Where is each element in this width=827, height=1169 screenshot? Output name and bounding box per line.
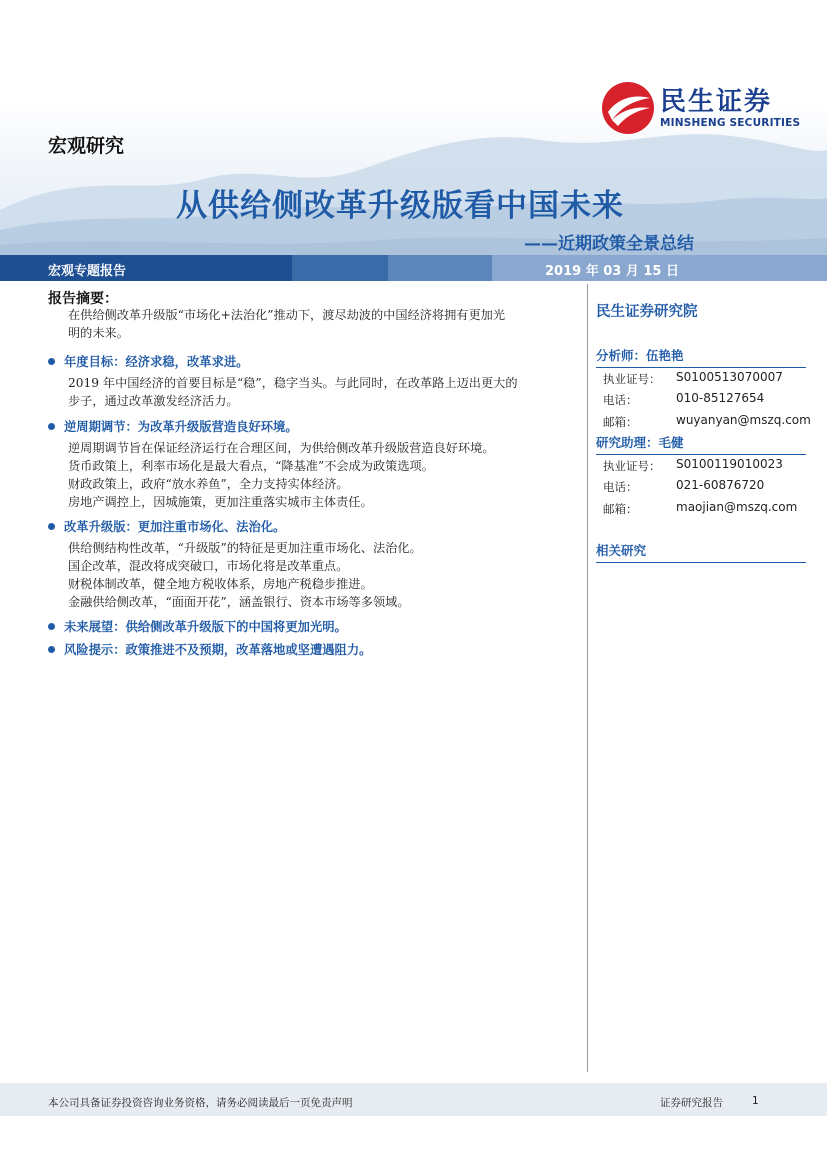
assistant-email-label: 邮箱：	[603, 502, 638, 516]
body-line: 房地产调控上，因城施策，更加注重落实城市主体责任。	[68, 495, 373, 509]
summary-intro-line: 明的未来。	[68, 326, 129, 340]
bullet-risk	[48, 640, 371, 658]
body-line: 金融供给侧改革，“面面开花”，涵盖银行、资本市场等多领域。	[68, 595, 410, 609]
bullet-dot-icon	[48, 423, 55, 430]
analyst-license-value: S0100513070007	[676, 370, 783, 384]
assistant-license-label: 执业证号：	[603, 459, 661, 473]
bullet-title: 逆周期调节：为改革升级版营造良好环境。	[64, 419, 298, 434]
body-line: 逆周期调节旨在保证经济运行在合理区间，为供给侧改革升级版营造良好环境。	[68, 441, 495, 455]
page-number: 1	[752, 1095, 759, 1107]
related-research-heading: 相关研究	[596, 541, 806, 563]
bullet-title: 未来展望：供给侧改革升级版下的中国将更加光明。	[64, 619, 347, 634]
assistant-heading: 研究助理：毛健	[596, 433, 806, 455]
body-line: 货币政策上，利率市场化是最大看点，“降基准”不会成为政策选项。	[68, 459, 434, 473]
bullet-body	[68, 539, 422, 611]
report-title: 从供给侧改革升级版看中国未来	[176, 188, 624, 224]
bullet-dot-icon	[48, 358, 55, 365]
bullet-title: 风险提示：政策推进不及预期，改革落地或坚遭遇阻力。	[64, 642, 372, 657]
sidebar-divider	[587, 284, 588, 1072]
bullet-outlook	[48, 617, 347, 635]
body-line: 国企改革，混改将成突破口，市场化将是改革重点。	[68, 559, 349, 573]
bullet-title: 改革升级版：更加注重市场化、法治化。	[64, 519, 286, 534]
bullet-dot-icon	[48, 646, 55, 653]
body-line: 2019 年中国经济的首要目标是“稳”，稳字当头。与此同时，在改革路上迈出更大的	[68, 376, 518, 390]
analyst-email-value[interactable]: wuyanyan@mszq.com	[676, 413, 811, 427]
logo-text-en: MINSHENG SECURITIES	[660, 117, 801, 129]
body-line: 财政政策上，政府“放水养鱼”，全力支持实体经济。	[68, 477, 349, 491]
bullet-title: 年度目标：经济求稳，改革求进。	[64, 354, 249, 369]
analyst-license-label: 执业证号：	[603, 372, 661, 386]
section-label: 宏观研究	[48, 135, 125, 157]
bullet-body	[68, 374, 518, 410]
report-date: 2019 年 03 月 15 日	[545, 264, 679, 279]
minsheng-logo-icon	[600, 80, 656, 136]
body-line: 步子，通过改革激发经济活力。	[68, 394, 239, 408]
bullet-reform-upgrade	[48, 517, 285, 535]
assistant-phone-label: 电话：	[603, 480, 638, 494]
logo-text-cn: 民生证券	[660, 87, 773, 117]
report-type: 宏观专题报告	[48, 264, 127, 279]
summary-heading: 报告摘要：	[48, 291, 118, 307]
institute-name: 民生证券研究院	[596, 303, 698, 320]
assistant-email-value[interactable]: maojian@mszq.com	[676, 500, 798, 514]
assistant-license-value: S0100119010023	[676, 457, 783, 471]
bullet-dot-icon	[48, 623, 55, 630]
analyst-email-label: 邮箱：	[603, 415, 638, 429]
bullet-countercyclical	[48, 417, 298, 435]
assistant-phone-value: 021-60876720	[676, 478, 765, 492]
bullet-body	[68, 439, 495, 511]
analyst-phone-value: 010-85127654	[676, 391, 765, 405]
footer-disclaimer: 本公司具备证券投资咨询业务资格，请务必阅读最后一页免责声明	[48, 1097, 353, 1109]
bullet-annual-target	[48, 352, 248, 370]
body-line: 供给侧结构性改革，“升级版”的特征是更加注重市场化、法治化。	[68, 541, 422, 555]
analyst-heading: 分析师：伍艳艳	[596, 346, 806, 368]
summary-intro-line: 在供给侧改革升级版“市场化+法治化”推动下，渡尽劫波的中国经济将拥有更加光	[68, 308, 506, 322]
footer-doc-type: 证券研究报告	[660, 1097, 723, 1109]
analyst-phone-label: 电话：	[603, 393, 638, 407]
body-line: 财税体制改革，健全地方税收体系，房地产税稳步推进。	[68, 577, 373, 591]
bullet-dot-icon	[48, 523, 55, 530]
report-subtitle: ——近期政策全景总结	[524, 234, 694, 254]
summary-intro	[68, 306, 505, 342]
